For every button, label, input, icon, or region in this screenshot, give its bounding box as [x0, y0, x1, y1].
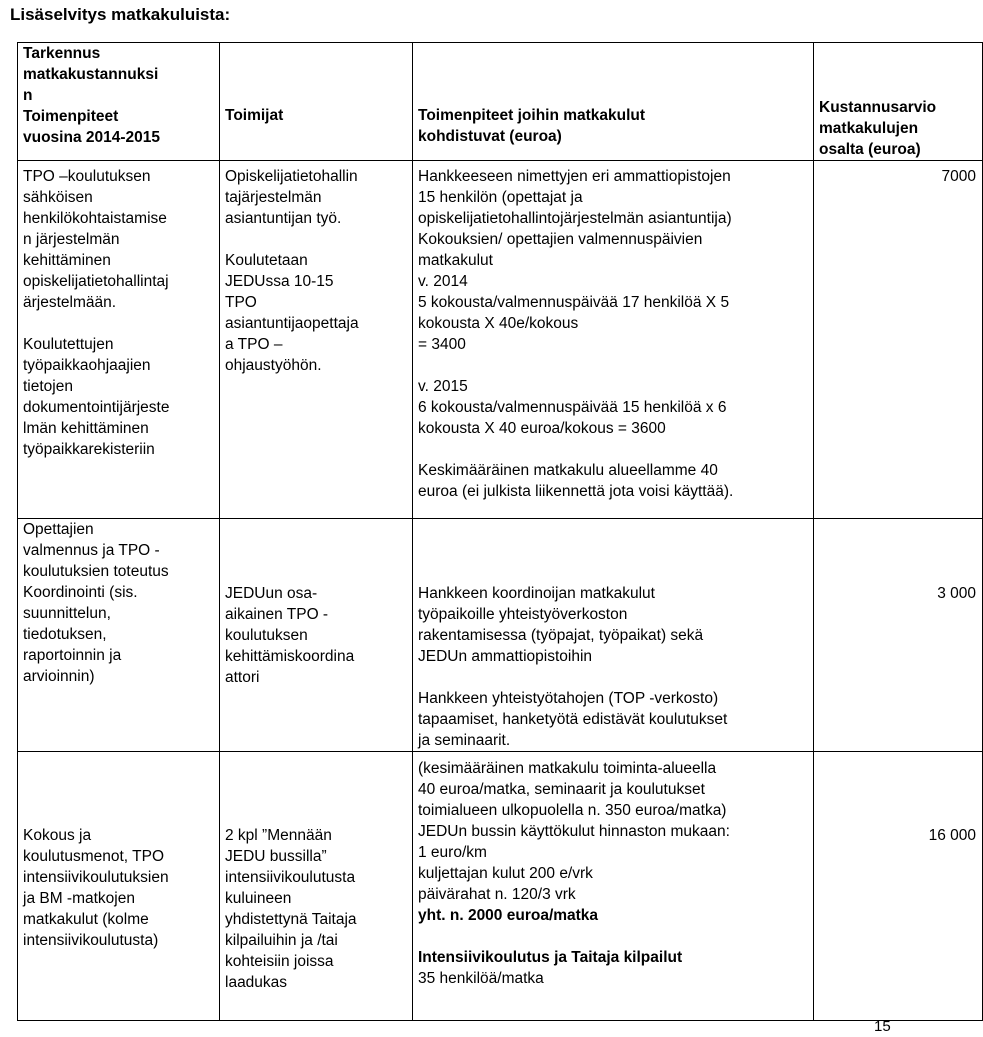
cell-line: euroa (ei julkista liikennettä jota voisi käyttää).: [418, 483, 734, 500]
cell-line: 5 kokousta/valmennuspäivää 17 henkilöä X 5: [418, 294, 730, 311]
cell-line: 40 euroa/matka, seminaarit ja koulutukset: [418, 781, 705, 798]
cell-line: intensiivikoulutusta: [225, 869, 356, 886]
header-col1-line: Tarkennus: [23, 45, 101, 62]
cell-line: työpaikkarekisteriin: [23, 441, 155, 458]
cell-line: kehittämiskoordina: [225, 648, 355, 665]
header-row: [18, 43, 983, 161]
cell-line: rakentamisessa (työpajat, työpaikat) sekä: [418, 627, 704, 644]
cell-line-bold: Intensiivikoulutus ja Taitaja kilpailut: [418, 949, 683, 966]
header-col1-line: matkakustannuksi: [23, 66, 159, 83]
cell-line: kehittäminen: [23, 252, 111, 269]
cell-line: kilpailuihin ja /tai: [225, 932, 338, 949]
cell-line: 35 henkilöä/matka: [418, 970, 544, 987]
header-col1-line: n: [23, 87, 33, 104]
cell-line: 1 euro/km: [418, 844, 487, 861]
cell-line: attori: [225, 669, 260, 686]
cell-line: opiskelijatietohallintojärjestelmän asiantuntija): [418, 210, 732, 227]
cell-line: JEDUssa 10-15: [225, 273, 334, 290]
header-col4-line: matkakulujen: [819, 120, 919, 137]
header-col1-line: vuosina 2014-2015: [23, 129, 161, 146]
cell-line: TPO –koulutuksen: [23, 168, 151, 185]
cell-line: JEDUn bussin käyttökulut hinnaston mukaan:: [418, 823, 730, 840]
page-heading: Lisäselvitys matkakuluista:: [10, 5, 231, 24]
cell-line: aikainen TPO -: [225, 606, 329, 623]
cell-line: 2 kpl ”Mennään: [225, 827, 332, 844]
cell-line: Koulutetaan: [225, 252, 308, 269]
cell-line: JEDU bussilla”: [225, 848, 327, 865]
cell-line: JEDUun osa-: [225, 585, 318, 602]
cell-line: ohjaustyöhön.: [225, 357, 322, 374]
cell-line: Koordinointi (sis.: [23, 584, 138, 601]
cell-line: n järjestelmän: [23, 231, 120, 248]
cell-spacer: [23, 313, 219, 334]
header-col4-line: osalta (euroa): [819, 141, 921, 158]
table-row: [18, 752, 983, 1021]
cell-line: matkakulut (kolme: [23, 911, 149, 928]
row3-actors: [220, 752, 413, 1021]
header-col3-line: kohdistuvat (euroa): [418, 128, 562, 145]
cell-line: valmennus ja TPO -: [23, 542, 160, 559]
cell-line: työpaikoille yhteistyöverkoston: [418, 606, 628, 623]
cell-line: koulutusmenot, TPO: [23, 848, 165, 865]
cell-spacer: [418, 355, 813, 376]
cell-line: = 3400: [418, 336, 466, 353]
row3-measures: [18, 752, 220, 1021]
row2-measures: [18, 519, 220, 752]
row1-measures: [18, 161, 220, 519]
header-col4-line: Kustannusarvio: [819, 99, 937, 116]
cell-line: yhdistettynä Taitaja: [225, 911, 357, 928]
cell-line: a TPO –: [225, 336, 283, 353]
cell-spacer: [418, 926, 813, 947]
cell-line: Opiskelijatietohallin: [225, 168, 358, 185]
cell-spacer: [225, 229, 412, 250]
cell-spacer: [418, 439, 813, 460]
cell-line: ja seminaarit.: [418, 732, 511, 749]
cell-spacer: [418, 667, 813, 688]
cell-line: Keskimääräinen matkakulu alueellamme 40: [418, 462, 718, 479]
cell-line: kuluineen: [225, 890, 292, 907]
cell-line: TPO: [225, 294, 257, 311]
cell-line: päivärahat n. 120/3 vrk: [418, 886, 576, 903]
header-col2-line: Toimijat: [225, 107, 284, 124]
header-col3-line: Toimenpiteet joihin matkakulut: [418, 107, 646, 124]
page-number: 15: [874, 1018, 891, 1035]
cell-line: sähköisen: [23, 189, 93, 206]
header-col3: [413, 43, 814, 161]
row3-cost-details: [413, 752, 814, 1021]
header-col2: [220, 43, 413, 161]
row2-actors: [220, 519, 413, 752]
header-col1: [18, 43, 220, 161]
cell-line: toimialueen ulkopuolella n. 350 euroa/matka): [418, 802, 727, 819]
cell-line: 15 henkilön (opettajat ja: [418, 189, 583, 206]
cell-line: koulutuksen: [225, 627, 308, 644]
cell-line: Koulutettujen: [23, 336, 114, 353]
header-col4: [814, 43, 983, 161]
row2-cost-details: [413, 519, 814, 752]
row3-amount: 16 000: [814, 752, 983, 1021]
cell-line-bold: yht. n. 2000 euroa/matka: [418, 907, 599, 924]
cell-line: Kokous ja: [23, 827, 92, 844]
cell-line: ärjestelmään.: [23, 294, 117, 311]
travel-cost-table: [17, 42, 983, 1021]
cell-line: tajärjestelmän: [225, 189, 322, 206]
cell-line: suunnittelun,: [23, 605, 111, 622]
cell-line: kuljettajan kulut 200 e/vrk: [418, 865, 593, 882]
row2-amount: 3 000: [814, 519, 983, 752]
cell-line: v. 2015: [418, 378, 468, 395]
cell-line: (kesimääräinen matkakulu toiminta-alueella: [418, 760, 717, 777]
cell-line: kohteisiin joissa: [225, 953, 334, 970]
cell-line: Hankkeeseen nimettyjen eri ammattiopistojen: [418, 168, 731, 185]
cell-line: raportoinnin ja: [23, 647, 122, 664]
cell-line: arvioinnin): [23, 668, 95, 685]
cell-line: opiskelijatietohallintaj: [23, 273, 169, 290]
row1-actors: [220, 161, 413, 519]
row1-amount: 7000: [814, 161, 983, 519]
cell-line: v. 2014: [418, 273, 468, 290]
cell-line: henkilökohtaistamise: [23, 210, 167, 227]
header-col1-line: Toimenpiteet: [23, 108, 119, 125]
table-row: [18, 161, 983, 519]
cell-line: Kokouksien/ opettajien valmennuspäivien: [418, 231, 703, 248]
cell-line: laadukas: [225, 974, 288, 991]
cell-line: kokousta X 40e/kokous: [418, 315, 579, 332]
cell-line: tiedotuksen,: [23, 626, 107, 643]
cell-line: JEDUn ammattiopistoihin: [418, 648, 593, 665]
cell-line: Hankkeen yhteistyötahojen (TOP -verkosto): [418, 690, 719, 707]
cell-line: Hankkeen koordinoijan matkakulut: [418, 585, 655, 602]
cell-line: koulutuksien toteutus: [23, 563, 169, 580]
cell-line: 6 kokousta/valmennuspäivää 15 henkilöä x 6: [418, 399, 727, 416]
cell-line: lmän kehittäminen: [23, 420, 149, 437]
cell-line: dokumentointijärjeste: [23, 399, 170, 416]
cell-line: kokousta X 40 euroa/kokous = 3600: [418, 420, 666, 437]
cell-line: työpaikkaohjaajien: [23, 357, 151, 374]
cell-line: tietojen: [23, 378, 73, 395]
cell-line: ja BM -matkojen: [23, 890, 135, 907]
cell-line: intensiivikoulutuksien: [23, 869, 169, 886]
table-row: [18, 519, 983, 752]
cell-line: asiantuntijaopettaja: [225, 315, 359, 332]
cell-line: Opettajien: [23, 521, 94, 538]
cell-line: asiantuntijan työ.: [225, 210, 342, 227]
cell-line: intensiivikoulutusta): [23, 932, 159, 949]
row1-cost-details: [413, 161, 814, 519]
cell-line: matkakulut: [418, 252, 493, 269]
cell-line: tapaamiset, hanketyötä edistävät koulutukset: [418, 711, 728, 728]
